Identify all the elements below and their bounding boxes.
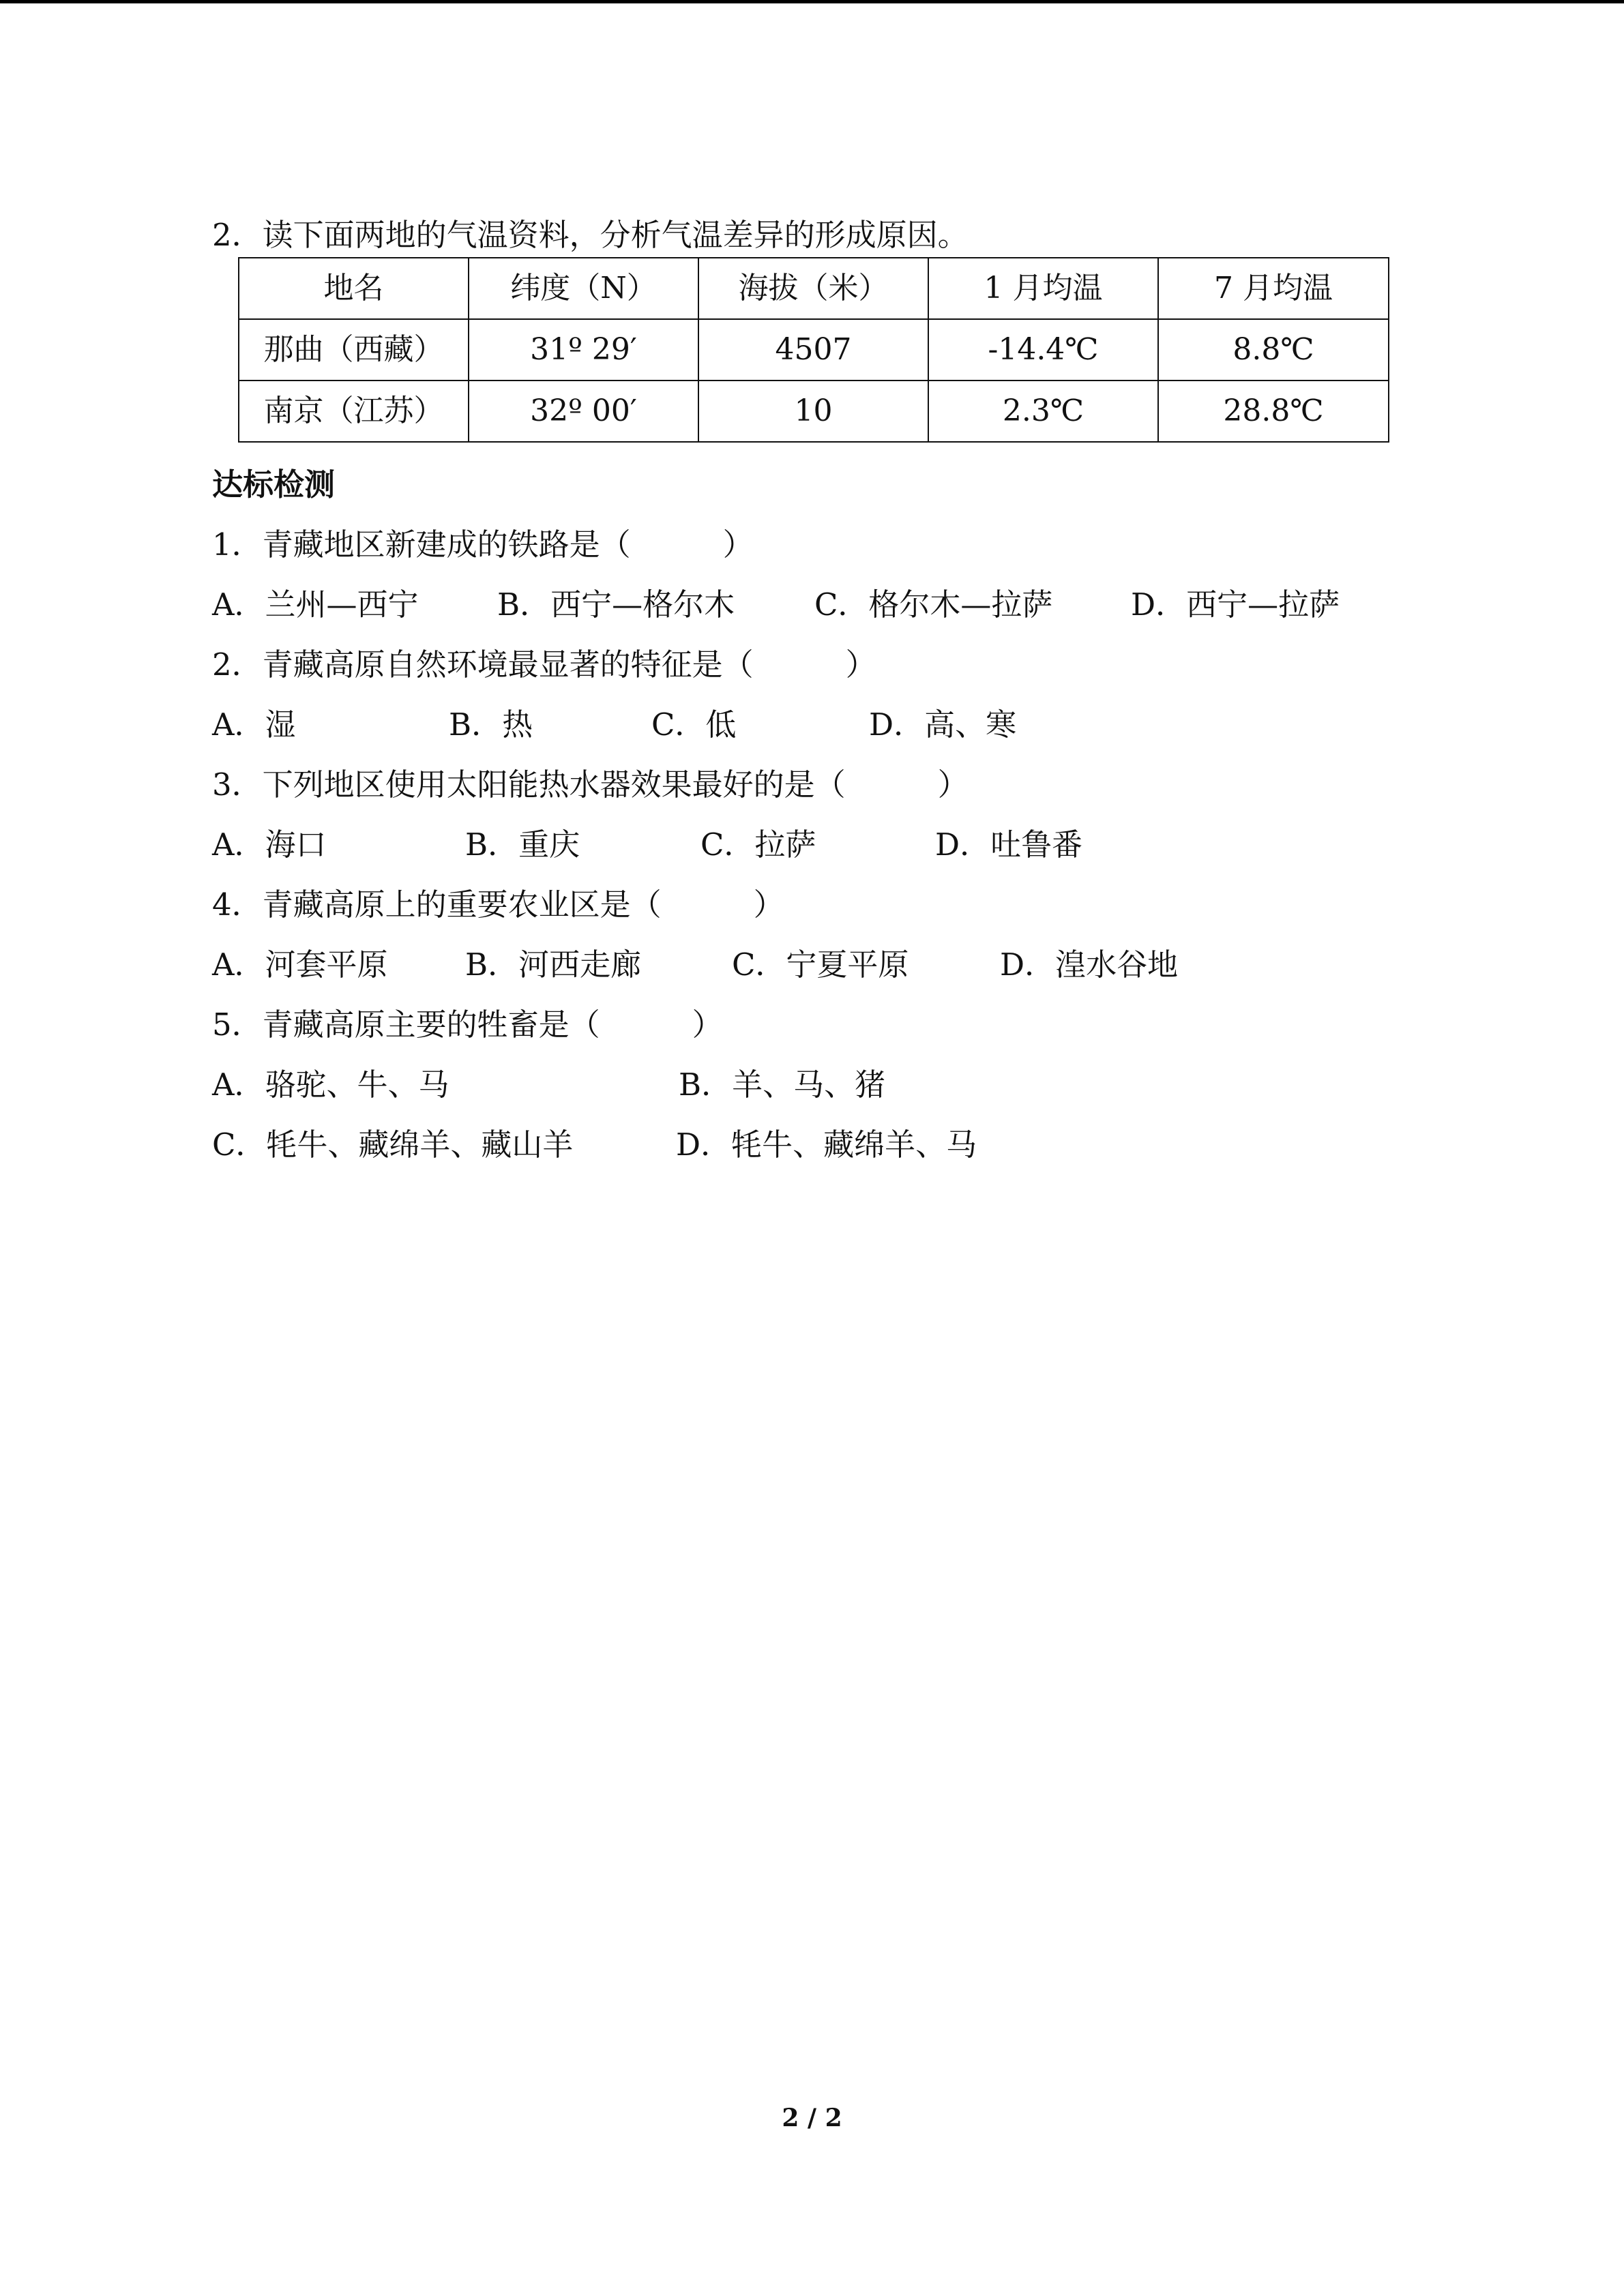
- table-cell: 那曲（西藏）: [239, 319, 469, 381]
- option-b: B．西宁—格尔木: [497, 586, 735, 623]
- option-d: D．湟水谷地: [1000, 946, 1179, 983]
- table-cell: 31º 29′: [469, 319, 698, 381]
- option-c: C．格尔木—拉萨: [814, 586, 1053, 623]
- table-header-cell: 1 月均温: [928, 258, 1158, 319]
- option-c: C．牦牛、藏绵羊、藏山羊: [212, 1127, 574, 1163]
- table-row: [239, 319, 1389, 381]
- table-header-cell: 纬度（N）: [469, 258, 698, 319]
- question-4-options: [212, 944, 1440, 985]
- table-header-cell: 海拔（米）: [698, 258, 928, 319]
- option-b: B．羊、马、猪: [679, 1067, 886, 1103]
- question-1-stem: 1．青藏地区新建成的铁路是（ ）: [212, 526, 754, 563]
- question-4-stem: 4．青藏高原上的重要农业区是（ ）: [212, 886, 784, 923]
- question-1-options: [212, 584, 1440, 625]
- table-cell: 28.8℃: [1158, 381, 1389, 442]
- table-cell: 南京（江苏）: [239, 381, 469, 442]
- option-b: B．河西走廊: [465, 946, 642, 983]
- option-d: D．吐鲁番: [935, 826, 1083, 863]
- option-c: C．宁夏平原: [732, 946, 909, 983]
- table-header-cell: 7 月均温: [1158, 258, 1389, 319]
- section-heading: 达标检测: [212, 466, 336, 503]
- page-number: 2 / 2: [782, 2104, 842, 2132]
- table-cell: 10: [698, 381, 928, 442]
- option-a: A．河套平原: [212, 946, 388, 983]
- page-top-border: [0, 0, 1624, 3]
- option-a: A．海口: [212, 826, 327, 863]
- option-a: A．骆驼、牛、马: [212, 1067, 449, 1103]
- table-header-row: [239, 258, 1389, 319]
- option-d: D．牦牛、藏绵羊、马: [676, 1127, 977, 1163]
- option-b: B．重庆: [465, 826, 580, 863]
- question-3-stem: 3．下列地区使用太阳能热水器效果最好的是（ ）: [212, 766, 969, 803]
- question-3-options: [212, 824, 1440, 865]
- table-cell: 32º 00′: [469, 381, 698, 442]
- table-header-cell: 地名: [239, 258, 469, 319]
- table-cell: -14.4℃: [928, 319, 1158, 381]
- option-d: D．西宁—拉萨: [1131, 586, 1340, 623]
- table-cell: 4507: [698, 319, 928, 381]
- option-c: C．拉萨: [700, 826, 816, 863]
- option-a: A．兰州—西宁: [212, 586, 419, 623]
- question-2-options: [212, 704, 1440, 745]
- question-2-prompt: 2．读下面两地的气温资料，分析气温差异的形成原因。: [212, 217, 969, 253]
- question-5-options-row-2: [212, 1124, 1440, 1165]
- option-a: A．湿: [212, 706, 296, 743]
- temperature-data-table: [238, 257, 1389, 443]
- table-cell: 8.8℃: [1158, 319, 1389, 381]
- option-b: B．热: [449, 706, 533, 743]
- option-c: C．低: [651, 706, 737, 743]
- question-2-stem: 2．青藏高原自然环境最显著的特征是（ ）: [212, 646, 876, 683]
- question-5-options-row-1: [212, 1064, 1440, 1105]
- table-cell: 2.3℃: [928, 381, 1158, 442]
- table-row: [239, 381, 1389, 442]
- option-d: D．高、寒: [869, 706, 1017, 743]
- question-5-stem: 5．青藏高原主要的牲畜是（ ）: [212, 1007, 723, 1043]
